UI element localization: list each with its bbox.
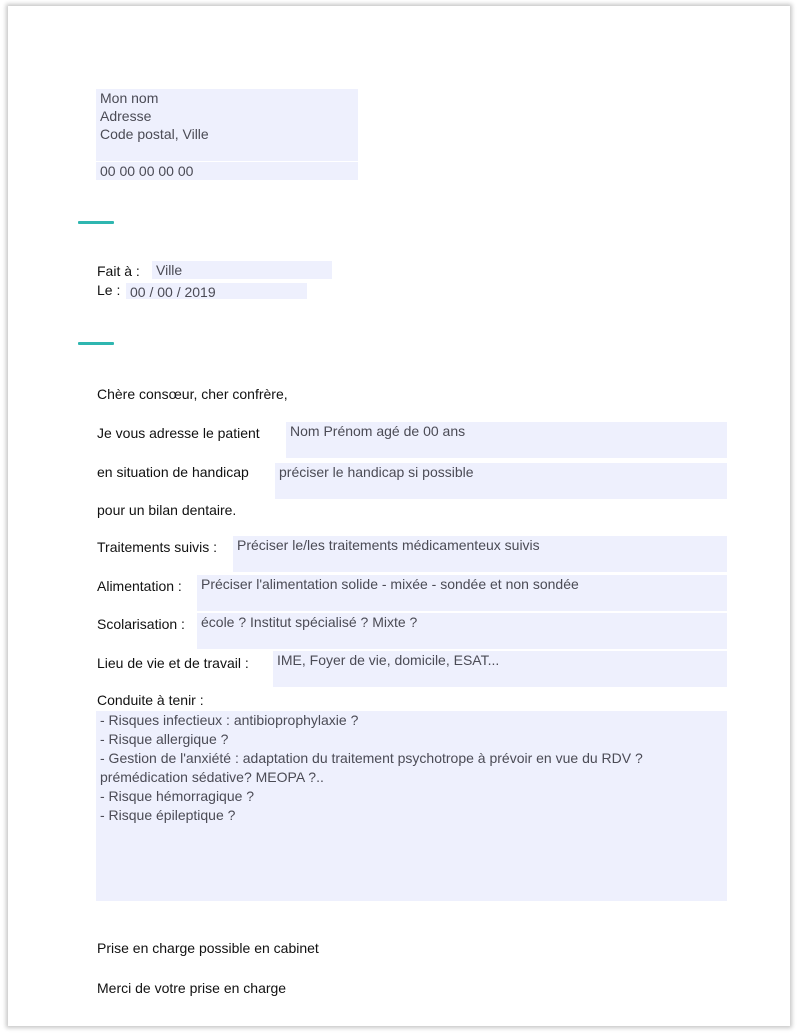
treatments-label: Traitements suivis : [97,539,218,555]
handicap-field-line2[interactable] [275,481,727,499]
care-note-text: Prise en charge possible en cabinet [97,940,319,956]
date-field[interactable]: 00 / 00 / 2019 [126,283,307,299]
conduct-line-4[interactable]: prémédication sédative? MEOPA ?.. [96,768,727,787]
living-field[interactable]: IME, Foyer de vie, domicile, ESAT... [273,651,727,669]
school-label: Scolarisation : [97,616,185,632]
patient-field-line2[interactable] [286,440,727,458]
conduct-line-10[interactable] [96,882,727,901]
treatments-field-line2[interactable] [233,554,727,572]
greeting-text: Chère consœur, cher confrère, [97,386,288,402]
food-field-line2[interactable] [197,593,727,611]
separator-line-2 [78,342,114,345]
purpose-text: pour un bilan dentaire. [97,502,237,518]
conduct-label: Conduite à tenir : [97,692,204,708]
patient-label: Je vous adresse le patient [97,425,260,441]
conduct-line-1[interactable]: - Risques infectieux : antibioprophylaxie ? [96,711,727,730]
treatments-field[interactable]: Préciser le/les traitements médicamenteux suivis [233,536,727,554]
conduct-line-9[interactable] [96,863,727,882]
sender-blank-field[interactable] [96,143,358,161]
separator-line-1 [78,221,114,224]
sender-city-field[interactable]: Code postal, Ville [96,125,358,143]
patient-field[interactable]: Nom Prénom agé de 00 ans [286,422,727,440]
school-field-line2[interactable] [197,631,727,649]
handicap-label: en situation de handicap [97,464,249,480]
conduct-line-5[interactable]: - Risque hémorragique ? [96,787,727,806]
sender-phone-field[interactable]: 00 00 00 00 00 [96,162,358,180]
living-label: Lieu de vie et de travail : [97,655,249,671]
conduct-line-6[interactable]: - Risque épileptique ? [96,806,727,825]
conduct-line-8[interactable] [96,844,727,863]
food-label: Alimentation : [97,578,182,594]
handicap-field[interactable]: préciser le handicap si possible [275,463,727,481]
conduct-line-2[interactable]: - Risque allergique ? [96,730,727,749]
food-field[interactable]: Préciser l'alimentation solide - mixée - sondée et non sondée [197,575,727,593]
conduct-line-7[interactable] [96,825,727,844]
school-field[interactable]: école ? Institut spécialisé ? Mixte ? [197,613,727,631]
conduct-line-3[interactable]: - Gestion de l'anxiété : adaptation du traitement psychotrope à prévoir en vue du RDV ? [96,749,727,768]
living-field-line2[interactable] [273,669,727,687]
sender-address-field[interactable]: Adresse [96,107,358,125]
date-label: Le : [97,282,121,298]
sender-name-field[interactable]: Mon nom [96,89,358,107]
place-label: Fait à : [97,263,140,279]
place-field[interactable]: Ville [152,261,332,279]
thanks-text: Merci de votre prise en charge [97,980,287,996]
